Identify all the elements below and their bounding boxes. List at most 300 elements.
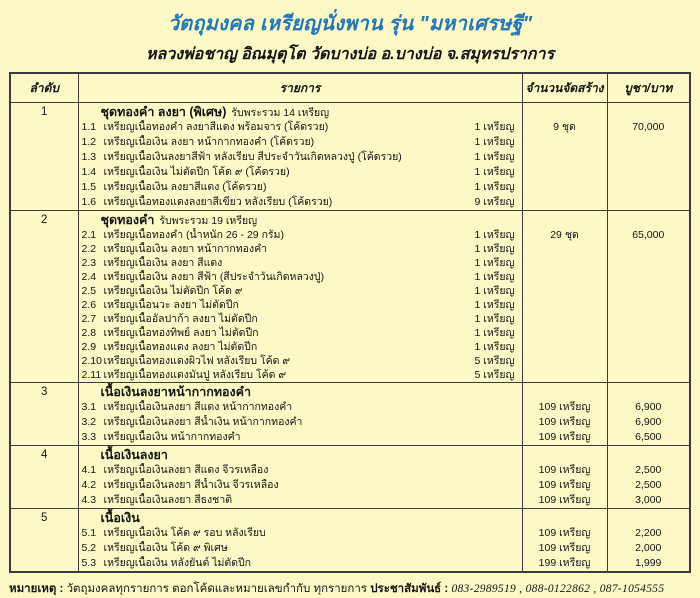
item-code: 3.2 [81,416,97,428]
price-value [608,312,690,326]
quantity-made-cell [522,256,607,270]
price-value [608,354,690,368]
item-row [10,430,690,446]
item-quantity: 1 เหรียญ [474,257,515,269]
item-line [79,326,522,340]
price-cell [607,541,690,556]
section-title-text: เนื้อเงินลงยาหน้ากากทองคำ [100,385,252,399]
item-description: เหรียญเนื้อเงินลงยาสีฟ้า หลังเรียบ สีประจำวันเกิดหลวงปู่ (โค้ดรวย) [103,151,402,163]
item-code: 2.5 [81,285,97,297]
item-quantity: 1 เหรียญ [474,327,515,339]
quantity-made-cell [522,120,607,135]
item-line [79,556,522,571]
item-line [79,120,522,135]
price-cell [607,312,690,326]
price-value [608,326,690,340]
item-code: 5.1 [81,527,97,539]
item-quantity: 1 เหรียญ [474,271,515,283]
price-cell [607,256,690,270]
item-cell [78,430,522,446]
item-line [79,463,522,478]
quantity-made-cell [522,284,607,298]
item-quantity: 1 เหรียญ [474,136,515,148]
section-title-cell [78,383,522,401]
quantity-made-value: 109 เหรียญ [538,464,591,476]
item-cell [78,165,522,180]
quantity-made-value [523,135,607,150]
price-cell [607,180,690,195]
price-value: 65,000 [632,229,665,241]
price-cell [607,493,690,509]
item-description: เหรียญเนื้อเงิน ไม่ตัดปีก โค้ด ๙ [103,285,243,297]
price-cell [607,446,690,464]
item-cell [78,354,522,368]
quantity-made-cell [522,195,607,211]
item-code: 1.5 [81,181,97,193]
footnote-contact-label: ประชาสัมพันธ์ : [370,583,449,595]
section-header-row [10,509,690,527]
section-title-line [79,509,522,526]
item-cell [78,242,522,256]
item-code: 2.1 [81,229,97,241]
item-cell [78,368,522,383]
item-cell [78,270,522,284]
item-row [10,326,690,340]
item-quantity: 9 เหรียญ [474,196,515,208]
page-title: วัตถุมงคล เหรียญนั่งพาน รุ่น "มหาเศรษฐี" [167,13,533,35]
quantity-made-cell [522,526,607,541]
col-header-items: รายการ [78,73,522,103]
quantity-made-cell [522,400,607,415]
item-quantity: 1 เหรียญ [474,181,515,193]
quantity-made-value: 199 เหรียญ [538,557,591,569]
quantity-made-cell [522,556,607,572]
quantity-made-cell [522,493,607,509]
price-cell [607,103,690,121]
quantity-made-value: 109 เหรียญ [538,542,591,554]
price-cell [607,150,690,165]
quantity-made-cell [522,368,607,383]
quantity-made-value: 9 ชุด [553,121,576,133]
item-cell [78,463,522,478]
quantity-made-value [523,340,607,354]
item-description: เหรียญเนื้อทองคำ ลงยาสีแดง พร้อมจาร (โค้ดรวย) [103,121,329,133]
quantity-made-value: 109 เหรียญ [538,527,591,539]
item-description: เหรียญเนื้อเงิน ไม่ตัดปีก โค้ด ๙ (โค้ดรวย) [103,166,290,178]
quantity-made-value [523,284,607,298]
item-row [10,298,690,312]
item-quantity: 1 เหรียญ [474,299,515,311]
item-code: 2.7 [81,313,97,325]
price-value [608,256,690,270]
price-cell [607,242,690,256]
quantity-made-cell [522,242,607,256]
header-row [10,73,690,103]
col-header-quantity-made: จำนวนจัดสร้าง [522,73,607,103]
item-code: 2.10 [81,355,102,367]
item-row [10,135,690,150]
price-cell [607,326,690,340]
quantity-made-cell [522,446,607,464]
section-header-row [10,446,690,464]
item-quantity: 1 เหรียญ [474,121,515,133]
item-line [79,165,522,180]
quantity-made-cell [522,228,607,242]
price-value [608,340,690,354]
section-title-cell [78,103,522,121]
item-line [79,135,522,150]
item-quantity: 1 เหรียญ [474,151,515,163]
item-code: 2.8 [81,327,97,339]
price-value: 2,500 [635,479,662,491]
price-value: 2,500 [635,464,662,476]
item-row [10,165,690,180]
quantity-made-cell [522,340,607,354]
item-cell [78,284,522,298]
item-line [79,415,522,430]
item-cell [78,150,522,165]
price-value: 1,999 [635,557,662,569]
item-row [10,242,690,256]
quantity-made-cell [522,383,607,401]
item-code: 3.1 [81,401,97,413]
quantity-made-value [523,368,607,382]
quantity-made-cell [522,509,607,527]
item-code: 3.3 [81,431,97,443]
quantity-made-cell [522,211,607,229]
quantity-made-value: 29 ชุด [550,229,579,241]
item-description: เหรียญเนื้ออัลปาก้า ลงยา ไม่ตัดปีก [103,313,258,325]
item-cell [78,526,522,541]
item-line [79,284,522,298]
quantity-made-value [523,326,607,340]
price-cell [607,478,690,493]
price-value [608,165,690,180]
price-value: 2,200 [635,527,662,539]
price-value: 2,000 [635,542,662,554]
item-description: เหรียญเนื้อเงินลงยา สีน้ำเงิน หน้ากากทองคำ [103,416,303,428]
quantity-made-value: 109 เหรียญ [538,401,591,413]
item-line [79,493,522,508]
item-cell [78,256,522,270]
item-code: 4.2 [81,479,97,491]
quantity-made-value: 109 เหรียญ [538,416,591,428]
section-order-number: 5 [10,509,78,573]
item-line [79,150,522,165]
item-cell [78,228,522,242]
quantity-made-value: 109 เหรียญ [538,479,591,491]
section-title-cell [78,446,522,464]
item-row [10,463,690,478]
price-cell [607,270,690,284]
price-value [608,270,690,284]
quantity-made-cell [522,312,607,326]
item-row [10,256,690,270]
price-cell [607,120,690,135]
price-cell [607,383,690,401]
item-description: เหรียญเนื้อเงิน ลงยาสีแดง (โค้ดรวย) [103,181,267,193]
item-code: 1.6 [81,196,97,208]
item-description: เหรียญเนื้อเงินลงยา สีแดง หน้ากากทองคำ [103,401,293,413]
quantity-made-cell [522,541,607,556]
footnote-phone-numbers: 083-2989519 , 088-0122862 , 087-1054555 [451,583,665,595]
price-value: 6,900 [635,401,662,413]
quantity-made-cell [522,135,607,150]
price-table [9,72,691,573]
item-line [79,368,522,382]
section-header-row [10,103,690,121]
section-title-cell [78,509,522,527]
item-row [10,270,690,284]
quantity-made-value [523,195,607,210]
item-quantity: 1 เหรียญ [474,229,515,241]
item-line [79,195,522,210]
item-quantity: 1 เหรียญ [474,285,515,297]
item-description: เหรียญเนื้อเงินลงยา สีธงชาติ [103,494,233,506]
quantity-made-value [523,242,607,256]
item-row [10,312,690,326]
quantity-made-value [523,150,607,165]
item-code: 2.9 [81,341,97,353]
item-line [79,242,522,256]
item-quantity: 1 เหรียญ [474,313,515,325]
quantity-made-value: 109 เหรียญ [538,431,591,443]
quantity-made-cell [522,165,607,180]
item-code: 4.3 [81,494,97,506]
item-cell [78,400,522,415]
item-cell [78,298,522,312]
item-description: เหรียญเนื้อเงินลงยา สีแดง จีวรเหลือง [103,464,269,476]
item-line [79,256,522,270]
item-description: เหรียญเนื้อทองทิพย์ ลงยา ไม่ตัดปีก [103,327,259,339]
item-description: เหรียญเนื้อเงิน ลงยา หน้ากากทองคำ [103,243,268,255]
quantity-made-cell [522,463,607,478]
item-line [79,180,522,195]
price-value [608,195,690,210]
quantity-made-value [523,270,607,284]
section-order-number: 4 [10,446,78,509]
quantity-made-cell [522,326,607,340]
item-line [79,526,522,541]
item-code: 5.2 [81,542,97,554]
price-cell [607,556,690,572]
page-subtitle: หลวงพ่อชาญ อิณมุตุโต วัดบางบ่อ อ.บางบ่อ จ.สมุทรปราการ [145,46,555,63]
section-header-row [10,383,690,401]
item-quantity: 5 เหรียญ [474,355,515,367]
item-quantity: 1 เหรียญ [474,341,515,353]
item-description: เหรียญเนื้อเงิน ลงยา สีฟ้า (สีประจำวันเกิดหลวงปู่) [103,271,325,283]
item-row [10,415,690,430]
quantity-made-cell [522,354,607,368]
price-cell [607,284,690,298]
item-row [10,228,690,242]
item-row [10,478,690,493]
price-cell [607,509,690,527]
item-cell [78,415,522,430]
item-row [10,120,690,135]
item-cell [78,541,522,556]
price-value: 6,500 [635,431,662,443]
item-cell [78,340,522,354]
quantity-made-cell [522,415,607,430]
price-cell [607,165,690,180]
item-line [79,270,522,284]
price-cell [607,298,690,312]
item-description: เหรียญเนื้อเงิน หน้ากากทองคำ [103,431,241,443]
footnote-text: วัตถุมงคลทุกรายการ ตอกโค้ดและหมายเลขกำกับ ทุกรายการ [66,583,368,595]
col-header-order: ลำดับ [10,73,78,103]
item-code: 5.3 [81,557,97,569]
item-row [10,368,690,383]
item-cell [78,493,522,509]
item-description: เหรียญเนื้อทองคำ (น้ำหนัก 26 - 29 กรัม) [103,229,284,241]
price-cell [607,400,690,415]
quantity-made-cell [522,298,607,312]
item-line [79,298,522,312]
item-description: เหรียญเนื้อเงิน ลงยา หน้ากากทองคำ (โค้ดรวย) [103,136,315,148]
price-value [608,368,690,382]
price-cell [607,211,690,229]
price-cell [607,228,690,242]
item-description: เหรียญเนื้อเงิน ลงยา สีแดง [103,257,223,269]
item-row [10,354,690,368]
item-row [10,541,690,556]
item-row [10,150,690,165]
price-cell [607,195,690,211]
quantity-made-cell [522,180,607,195]
item-code: 1.3 [81,151,97,163]
quantity-made-value: 109 เหรียญ [538,494,591,506]
price-value: 3,000 [635,494,662,506]
item-row [10,180,690,195]
price-value [608,150,690,165]
section-title-text: เนื้อเงิน [100,511,140,525]
item-row [10,195,690,211]
section-title-text: ชุดทองคำ ลงยา (พิเศษ) [100,105,227,119]
item-code: 2.6 [81,299,97,311]
item-cell [78,180,522,195]
item-code: 2.4 [81,271,97,283]
item-cell [78,478,522,493]
item-description: เหรียญเนื้อทองแดงผิวไฟ หลังเรียบ โค้ด ๙ [103,355,291,367]
section-order-number: 1 [10,103,78,211]
item-row [10,284,690,298]
item-line [79,312,522,326]
item-quantity: 5 เหรียญ [474,369,515,381]
item-description: เหรียญเนื้อทองแดงลงยาสีเขียว หลังเรียบ (โค้ดรวย) [103,196,333,208]
section-order-number: 2 [10,211,78,383]
quantity-made-value [523,256,607,270]
item-code: 2.11 [81,369,102,381]
price-cell [607,135,690,150]
price-cell [607,526,690,541]
price-value: 70,000 [632,121,665,133]
section-title-line [79,103,522,120]
quantity-made-value [523,312,607,326]
quantity-made-cell [522,270,607,284]
price-value [608,242,690,256]
item-row [10,400,690,415]
section-note-text: รับพระรวม 19 เหรียญ [159,215,258,227]
price-value [608,298,690,312]
item-row [10,556,690,572]
price-cell [607,368,690,383]
item-description: เหรียญเนื้อเงินลงยา สีน้ำเงิน จีวรเหลือง [103,479,279,491]
price-cell [607,463,690,478]
item-cell [78,120,522,135]
quantity-made-value [523,165,607,180]
item-line [79,430,522,445]
section-title-line [79,446,522,463]
section-title-line [79,383,522,400]
item-row [10,493,690,509]
item-line [79,340,522,354]
item-description: เหรียญเนื้อเงิน หลังยันต์ ไม่ตัดปีก [103,557,252,569]
item-description: เหรียญเนื้อเงิน โค้ด ๙ พิเศษ [103,542,228,554]
item-cell [78,326,522,340]
item-code: 1.4 [81,166,97,178]
item-code: 2.2 [81,243,97,255]
item-cell [78,135,522,150]
item-cell [78,556,522,572]
footnote-label: หมายเหตุ : [9,583,64,595]
item-line [79,354,522,368]
price-value [608,284,690,298]
item-code: 1.2 [81,136,97,148]
item-code: 1.1 [81,121,97,133]
item-description: เหรียญเนื้อนวะ ลงยา ไม่ตัดปีก [103,299,239,311]
item-line [79,228,522,242]
item-quantity: 1 เหรียญ [474,166,515,178]
section-title-cell [78,211,522,229]
quantity-made-cell [522,103,607,121]
section-title-text: ชุดทองคำ [100,213,155,227]
quantity-made-cell [522,430,607,446]
price-value [608,180,690,195]
price-value [608,135,690,150]
price-cell [607,415,690,430]
section-order-number: 3 [10,383,78,446]
item-line [79,541,522,556]
section-note-text: รับพระรวม 14 เหรียญ [231,107,330,119]
item-row [10,340,690,354]
item-description: เหรียญเนื้อเงิน โค้ด ๙ รอบ หลังเรียบ [103,527,266,539]
price-cell [607,430,690,446]
item-description: เหรียญเนื้อทองแดง ลงยา ไม่ตัดปีก [103,341,258,353]
item-quantity: 1 เหรียญ [474,243,515,255]
section-title-line [79,211,522,228]
quantity-made-value [523,354,607,368]
item-cell [78,195,522,211]
quantity-made-value [523,180,607,195]
quantity-made-cell [522,150,607,165]
section-title-text: เนื้อเงินลงยา [100,448,168,462]
item-cell [78,312,522,326]
item-description: เหรียญเนื้อทองแดงมันปู หลังเรียบ โค้ด ๙ [103,369,287,381]
quantity-made-value [523,298,607,312]
quantity-made-cell [522,478,607,493]
item-code: 2.3 [81,257,97,269]
price-value: 6,900 [635,416,662,428]
section-header-row [10,211,690,229]
item-code: 4.1 [81,464,97,476]
item-line [79,478,522,493]
price-cell [607,354,690,368]
col-header-price: บูชา/บาท [607,73,690,103]
item-row [10,526,690,541]
item-line [79,400,522,415]
price-cell [607,340,690,354]
